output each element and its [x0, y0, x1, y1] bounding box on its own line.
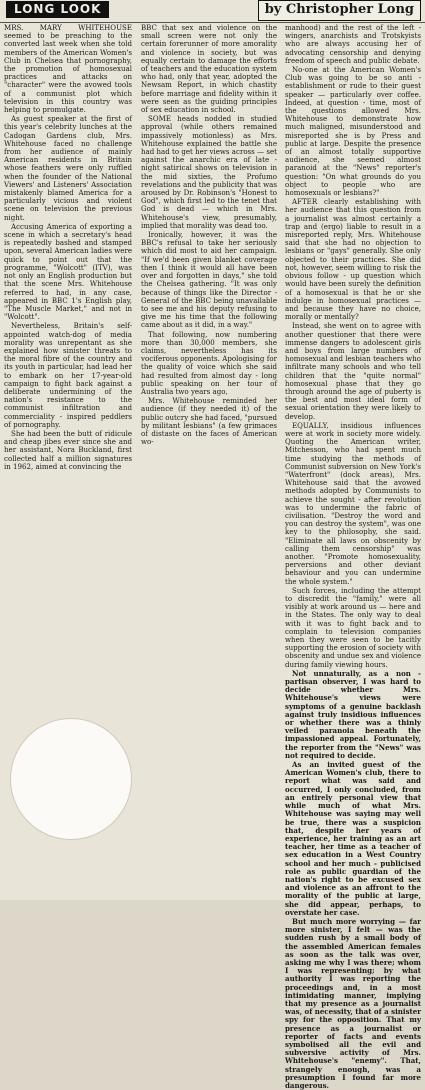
paragraph: Mrs. Whitehouse reminded her audience (if they needed it) of the public outcry she had faced, "pursued by militant lesbians" (a few grimaces of distaste on the faces of American wo-	[141, 396, 277, 447]
column-title: LONG LOOK	[6, 1, 109, 18]
paragraph: Instead, she went on to agree with another questioner that there were immense dangers to adolescent girls and boys from large numbers of homosexual and lesbian teachers who infiltrate many schools and who tell children that the "quite normal" homosexual phase that they go through around the age of puberty is the best and most ideal form of sexual orientation they were likely to develop.	[285, 321, 421, 421]
paragraph: As guest speaker at the first of this year's celebrity lunches at the Cadogan Gardens club, Mrs. Whitehouse faced no challenge from her audience of mainly American residents in Britain whose feathers were only ruffled when the founder of the National Viewers' and Listeners' Association mistakenly blamed America for a particularly vicious and violent scene on television the previous night.	[4, 114, 132, 222]
paragraph: Such forces, including the attempt to discredit the "family," were all visibly at work around us — here and in the States. The only way to deal with it was to fight back and to complain to television companies when they were seen to be tacitly supporting the erosion of society with obscenity and undue sex and violence during family viewing hours.	[285, 585, 421, 669]
paragraph: Ironically, however, it was the BBC's refusal to take her seriously which did most to aid her campaign. "If we'd been given blanket coverage then I think it would all have been over and forgotten in days," she told the Chelsea gathering. "It was only because of things like the Director - General of the BBC being unavailable to see me and his deputy refusing to give me his time that the following came about as it did, in a way."	[141, 230, 277, 330]
article-column-3	[285, 23, 421, 1090]
paragraph-bold: As an invited guest of the American Women's club, there to report what was said and occurred, I only concluded, from an entirely personal view that while much of what Mrs. Whitehouse was saying may well be true, there was a suspicion that, despite her years of experience, her training as an art teacher, her time as a teacher of sex education in a West Country school and her much - publicised role as public guardian of the nation's right to be excused sex and violence as an affront to the morality of the public at large, she did appear, perhaps, to overstate her case.	[285, 760, 421, 917]
paragraph-bold: But much more worrying — far more sinister, I felt — was the sudden rush by a small body of the assembled American females as soon as the talk was over, asking me why I was there; whom I was representing; by what authority I was reporting the proceedings and, in a most intimidating manner, implying that my presence as a journalist was, of necessity, that of a sinister spy for the opposition. That my presence as a journalist or reporter of facts and events symbolised all the evil and subversive activity of Mrs. Whitehouse's "enemy". That, strangely enough, was a presumption I found far more dangerous.	[285, 916, 421, 1090]
paragraph: That following, now numbering more than 30,000 members, she claims, nevertheless has its vociferous opponents. Apologising for the quality of voice which she said had resulted from almost day - long public speaking on her tour of Australia two years ago,	[141, 329, 277, 396]
punch-hole	[10, 718, 132, 840]
paragraph-bold: Not unnaturally, as a non - partisan observer, I was hard to decide whether Mrs. Whitehouse's views were symptoms of a genuine backlash against truly insidious influences or whether there was a thinly veiled paranoia beneath the impassioned appeal. Fortunately, the reporter from the "News" was not required to decide.	[285, 668, 421, 760]
article-column-2	[141, 24, 277, 896]
paragraph: AFTER clearly establishing with her audience that this question from a journalist was almost certainly a trap and (ergo) liable to result in a misreported reply, Mrs. Whitehouse said that she had no objection to lesbians or "gays" generally. She only objected to their practices. She did not, however, seem willing to risk the obvious follow - up question which would have been surely the definition of a homosexual is that he or she indulge in homosexual practices — and because they have no choice, morally or mentally?	[285, 197, 421, 322]
paragraph: EQUALLY, insidious influences were at work in society more widely. Quoting the American writer, Mitchesson, who had spent much time studying the methods of Communist subversion on New York's "Waterfront" (dock areas), Mrs. Whitehouse said that the avowed methods adopted by Communists to achieve the sought - after revolution was to undermine the fabric of civilisation. "Destroy the word and you can destroy the system", was one key to the philosophy, she said. "Eliminate all laws on obscenity by calling them censorship" was another. "Promote homosexuality, perversions and other deviant behaviour and you can undermine the whole system."	[285, 420, 421, 586]
article-header	[0, 0, 425, 20]
paragraph: MRS. MARY WHITEHOUSE seemed to be preaching to the converted last week when she told members of the American Women's Club in Chelsea that pornography, the promotion of homosexual practices and attacks on "character" were the avowed tools of a communist plot which television in this country was helping to promulgate.	[4, 23, 132, 115]
paragraph: SOME heads nodded in studied approval (while others remained impassively motionless) as Mrs. Whitehouse explained the battle she had had to get her views across — set against the anarchic era of late - night satirical shows on television in the mid sixties, the Profumo revelations and the publicity that was aroused by Dr. Robinson's "Honest to God", which first led to the tenet that God is dead — which in Mrs. Whitehouse's view, presumably, implied that morality was dead too.	[141, 114, 277, 230]
paragraph: She had been the butt of ridicule and cheap jibes ever since she and her assistant, Nora Buckland, first collected half a million signatures in 1962, aimed at convincing the	[4, 428, 132, 471]
paragraph: Accusing America of exporting a scene in which a secretary's head is repeatedly bashed and stamped upon, several American ladies were quick to point out that the programme, "Wolcott" (ITV), was not only an English production but that the scene Mrs. Whitehouse referred to had, in any case, appeared in BBC 1's English play, "The Muscle Market," and not in "Wolcott".	[4, 221, 132, 322]
paragraph: No-one at the American Women's Club was going to be so anti - establishment or rude to their guest speaker — particularly over coffee. Indeed, at question - time, most of the questions allowed Mrs. Whitehouse to demonstrate how much maligned, misunderstood and misreported she is by Press and public at large. Despite the presence of an almost totally supportive audience, she seemed almost paranoid at the "News" reporter's question: "On what grounds do you object to people who are homosexuals or lesbians?"	[285, 65, 421, 198]
paragraph: manhood) and the rest of the left - wingers, anarchists and Trotskyists who are always accusing her of advocating censorship and denying freedom of speech and public debate.	[285, 23, 421, 65]
byline: by Christopher Long	[258, 0, 421, 21]
paragraph: BBC that sex and violence on the small screen were not only the certain forerunner of more amorality and violence in society, but was equally certain to damage the efforts of teachers and the education system who had, only that year, adopted the Newsam Report, in which chastity before marriage and fidelity within it were seen as the guiding principles of sex education in school.	[141, 23, 277, 115]
paragraph: Nevertheless, Britain's self-appointed watch-dog of media morality was unrepentant as she explained how sinister threats to the moral fibre of the country and its youth in particular, had lead her to embark on her 17-year-old campaign to fight back against a deliberate undermining of the nation's resistance to the communist infiltration and commerciality - inspired peddlers of pornography.	[4, 321, 132, 429]
